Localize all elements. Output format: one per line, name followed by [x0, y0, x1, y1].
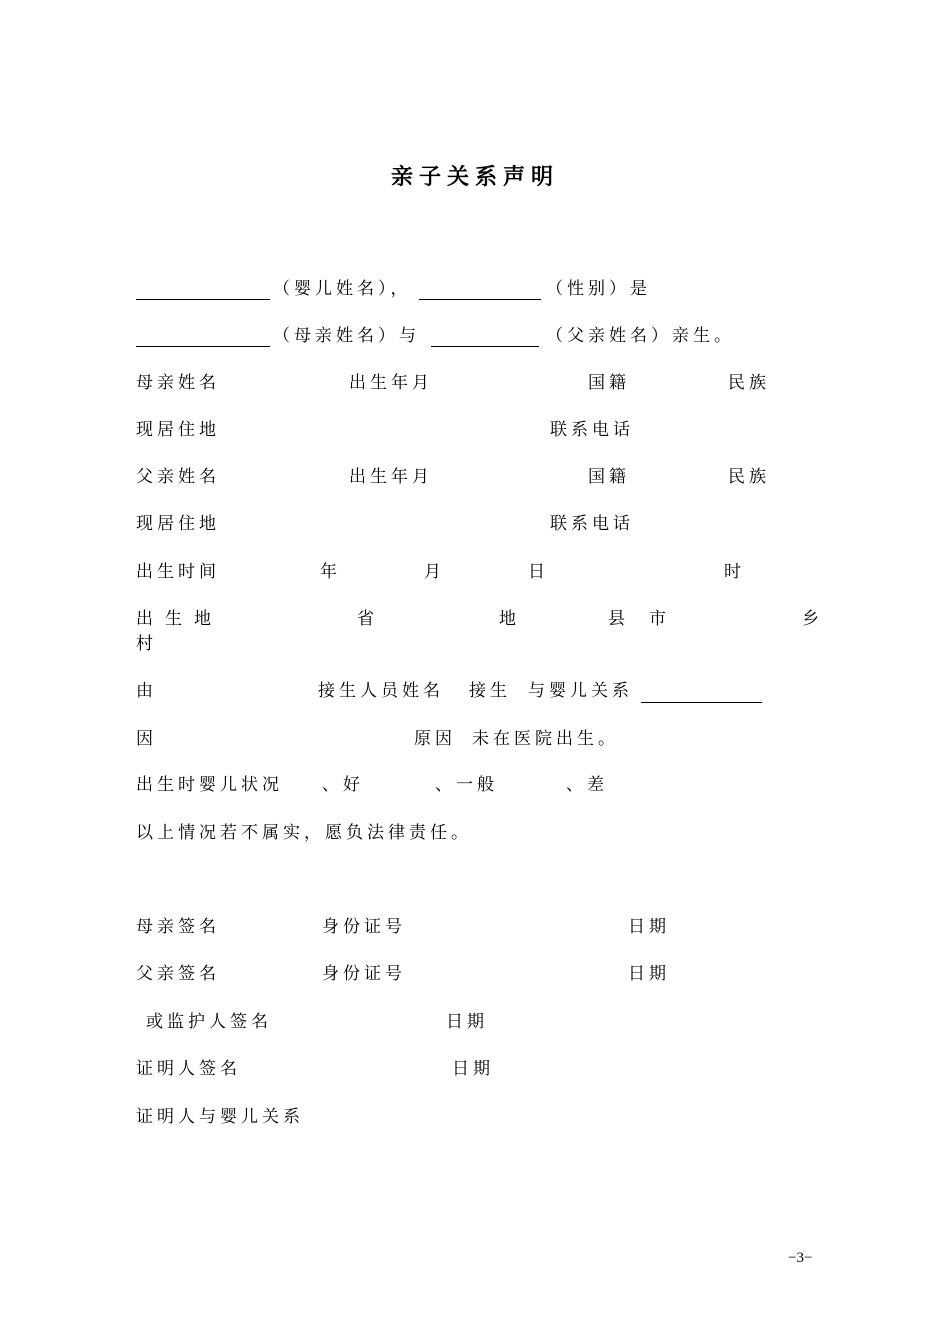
father-nationality-field: 国籍 [588, 467, 630, 487]
baby-name-label: （婴儿姓名）， [273, 279, 412, 299]
sex-blank[interactable] [419, 299, 541, 300]
baby-state-poor: 、差 [566, 775, 608, 795]
father-date-label: 日期 [628, 964, 670, 984]
birth-province: 省 [357, 609, 378, 629]
mother-ethnicity-field: 民族 [728, 373, 770, 393]
delivered-by-label: 由 [136, 681, 157, 701]
guardian-date-label: 日期 [446, 1012, 488, 1032]
birth-prefecture: 地 [499, 609, 520, 629]
mother-name-blank[interactable] [136, 346, 270, 347]
father-phone-field: 联系电话 [550, 514, 634, 534]
birth-city: 市 [649, 609, 670, 629]
father-address-field: 现居住地 [136, 514, 220, 534]
baby-state-normal: 、一般 [435, 775, 498, 795]
birth-village: 村 [136, 634, 157, 654]
legal-statement: 以上情况若不属实，愿负法律责任。 [136, 823, 472, 843]
father-name-blank[interactable] [431, 346, 539, 347]
mother-id-label: 身份证号 [322, 917, 406, 937]
birth-day: 日 [528, 562, 549, 582]
birth-township: 乡 [802, 609, 823, 629]
birth-hour: 时 [724, 562, 745, 582]
baby-state-good: 、好 [322, 775, 364, 795]
mother-name-label: （母亲姓名）与 [273, 326, 420, 346]
father-name-label: （父亲姓名）亲生。 [546, 326, 735, 346]
midwife-name-label: 接生人员姓名 [318, 681, 444, 701]
guardian-signature-label: 或监护人签名 [146, 1012, 272, 1032]
not-in-hospital: 未在医院出生。 [472, 729, 619, 749]
witness-relation-label: 证明人与婴儿关系 [136, 1107, 304, 1127]
mother-signature-label: 母亲签名 [136, 917, 220, 937]
birth-county: 县 [608, 609, 629, 629]
mother-nationality-field: 国籍 [588, 373, 630, 393]
father-name-field: 父亲姓名 [136, 467, 220, 487]
reason-because: 因 [136, 729, 157, 749]
sex-label: （性别）是 [546, 279, 651, 299]
witness-date-label: 日期 [452, 1059, 494, 1079]
birth-year: 年 [320, 562, 341, 582]
father-signature-label: 父亲签名 [136, 964, 220, 984]
father-ethnicity-field: 民族 [728, 467, 770, 487]
mother-birth-field: 出生年月 [349, 373, 433, 393]
midwife-relation-blank[interactable] [641, 702, 762, 703]
reason-cause: 原因 [414, 729, 456, 749]
page-number: −3− [788, 1250, 813, 1266]
witness-signature-label: 证明人签名 [136, 1059, 241, 1079]
delivered-label: 接生 [469, 681, 511, 701]
midwife-relation-label: 与婴儿关系 [528, 681, 633, 701]
baby-name-blank[interactable] [136, 299, 270, 300]
father-birth-field: 出生年月 [349, 467, 433, 487]
mother-address-field: 现居住地 [136, 420, 220, 440]
baby-state-label: 出生时婴儿状况 [136, 775, 283, 795]
birth-place-label: 出生地 [136, 609, 223, 629]
mother-name-field: 母亲姓名 [136, 373, 220, 393]
mother-phone-field: 联系电话 [550, 420, 634, 440]
birth-time-label: 出生时间 [136, 562, 220, 582]
document-title: 亲子关系声明 [390, 165, 559, 190]
mother-date-label: 日期 [628, 917, 670, 937]
birth-month: 月 [424, 562, 445, 582]
father-id-label: 身份证号 [322, 964, 406, 984]
